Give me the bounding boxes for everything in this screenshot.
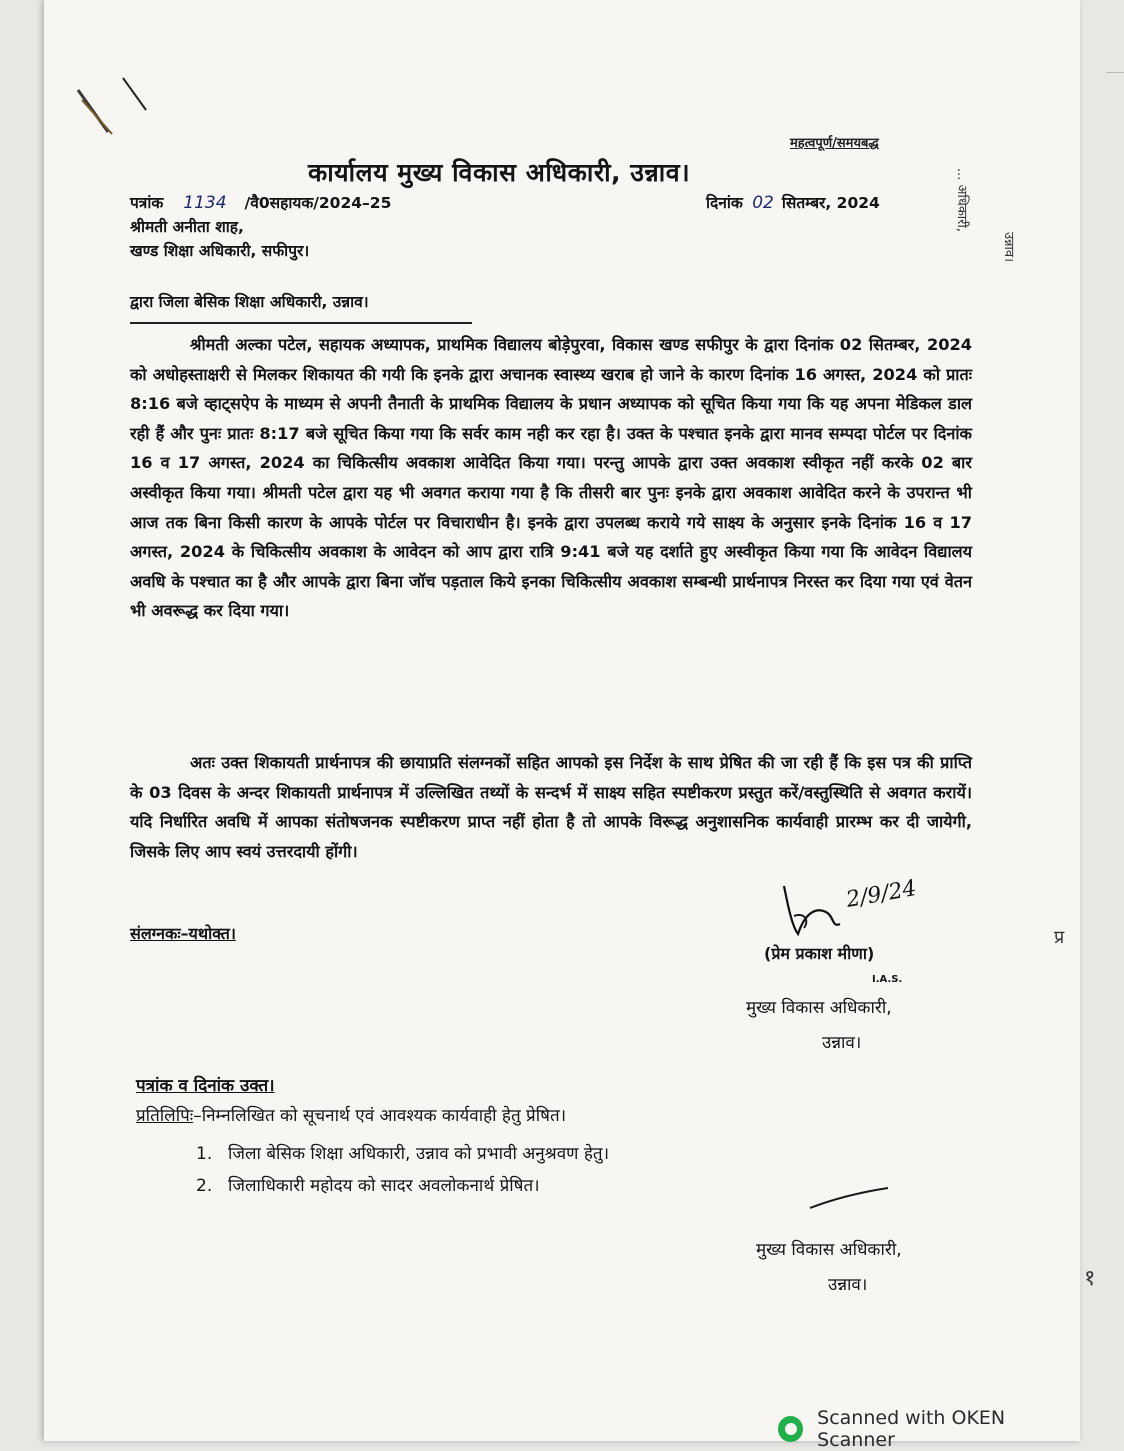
via-line: द्वारा जिला बेसिक शिक्षा अधिकारी, उन्नाव।: [130, 293, 369, 311]
priority-stamp: महत्वपूर्ण/समयबद्ध: [790, 136, 879, 151]
date-day: 02: [752, 193, 774, 213]
copy-signatory-place: उन्नाव।: [828, 1275, 868, 1295]
signatory-service: I.A.S.: [872, 974, 903, 985]
pen-mark-icon: [68, 70, 158, 140]
body-paragraph-2: अतः उक्त शिकायती प्रार्थनापत्र की छायाप्रति संलग्नकों सहित आपको इस निर्देश के साथ प्रेषित की जा रही हैं कि इस पत्र की प्राप्ति के 03 दिवस के अन्दर शिकायती प्रार्थनापत्र में उल्लिखित तथ्यों के सन्दर्भ में साक्ष्य सहित स्पष्टीकरण प्रस्तुत करें/वस्तुस्थिति से अवगत करायें। यदि निर्धारित अवधि में आपका संतोषजनक स्पष्टीकरण प्राप्त नहीं होता है तो आपके विरूद्ध अनुशासनिक कार्यवाही प्रारम्भ कर दी जायेगी, जिसके लिए आप स्वयं उत्तरदायी होंगी।: [130, 753, 972, 861]
copy-signatory-designation: मुख्य विकास अधिकारी,: [756, 1240, 902, 1260]
handwritten-signature: [774, 876, 944, 946]
body-paragraph-1: श्रीमती अल्का पटेल, सहायक अध्यापक, प्राथमिक विद्यालय बोड़ेपुरवा, विकास खण्ड सफीपुर के द्वारा दिनांक 02 सितम्बर, 2024 को अधोहस्ताक्षरी से मिलकर शिकायत की गयी कि इनके द्वारा अचानक स्वास्थ्य खराब हो जाने के कारण दिनांक 16 अगस्त, 2024 को प्रातः 8:16 बजे व्हाट्सऐप के माध्यम से अपनी तैनाती के प्राथमिक विद्यालय के प्रधान अध्यापक को सूचित किया गया कि यह अपना मेडिकल डाल रही हैं और पुनः प्रातः 8:17 बजे सूचित किया गया कि सर्वर काम नही कर रहा है। उक्त के पश्चात इनके द्वारा मानव सम्पदा पोर्टल पर दिनांक 16 व 17 अगस्त, 2024 का चिकित्सीय अवकाश आवेदित किया गया। परन्तु आपके द्वारा उक्त अवकाश स्वीकृत नहीं करके 02 बार अस्वीकृत किया गया। श्रीमती पटेल द्वारा यह भी अवगत कराया गया है कि तीसरी बार पुनः इनके द्वारा अवकाश आवेदित करने के उपरान्त भी आज तक बिना किसी कारण के आपके पोर्टल पर विचाराधीन है। इनके द्वारा उपलब्ध कराये गये साक्ष्य के अनुसार इनके दिनांक 16 व 17 अगस्त, 2024 के चिकित्सीय अवकाश के आवेदन को आप द्वारा रात्रि 9:41 बजे यह दर्शाते हुए अस्वीकृत किया गया कि आवेदन विद्यालय अवधि के पश्चात का है और आपके द्वारा बिना जॉच पड़ताल किये इनका चिकित्सीय अवकाश सम्बन्धी प्रार्थनापत्र निरस्त कर दिया गया एवं वेतन भी अवरूद्ध कर दिया गया।: [130, 335, 972, 621]
copy-heading-text: –निम्नलिखित को सूचनार्थ एवं आवश्यक कार्यवाही हेतु प्रेषित।: [193, 1106, 567, 1126]
copy-item-number: 2.: [196, 1176, 213, 1196]
margin-note: उन्नाव।: [1001, 232, 1016, 263]
enclosure-line: संलग्नकः–यथोक्त।: [130, 924, 236, 943]
signature-date: 2/9/24: [844, 876, 919, 913]
signatory-place: उन्नाव।: [822, 1033, 862, 1053]
copy-item-number: 1.: [196, 1144, 213, 1164]
copy-reference: पत्रांक व दिनांक उक्त।: [136, 1076, 275, 1096]
oken-scanner-logo-icon: [778, 1416, 803, 1442]
via-underline: [130, 322, 472, 324]
document-sheet: [44, 0, 1096, 1451]
addressee-name: श्रीमती अनीता शाह,: [130, 218, 244, 236]
ref-label: पत्रांक: [130, 194, 164, 212]
side-mark: प्र: [1054, 927, 1065, 948]
ref-number: 1134: [183, 193, 227, 213]
date-line: [706, 191, 880, 213]
date-rest: सितम्बर, 2024: [781, 194, 880, 212]
copy-heading: [136, 1103, 566, 1126]
signatory-designation: मुख्य विकास अधिकारी,: [746, 998, 892, 1018]
copy-item: [196, 1173, 540, 1196]
side-mark: १: [1084, 1266, 1096, 1291]
initial-stroke-icon: [806, 1184, 892, 1214]
ref-suffix: /वै0सहायक/2024–25: [244, 194, 392, 212]
scanner-watermark: [778, 1407, 1080, 1451]
scanner-text: Scanned with OKEN Scanner: [817, 1407, 1006, 1451]
copy-heading-label: प्रतिलिपिः: [136, 1106, 194, 1126]
copy-item: [196, 1141, 609, 1164]
copy-item-text: जिलाधिकारी महोदय को सादर अवलोकनार्थ प्रेषित।: [228, 1176, 540, 1196]
margin-note: ... अधिकारी,: [954, 168, 969, 232]
signatory-name: (प्रेम प्रकाश मीणा): [764, 944, 875, 963]
addressee-designation: खण्ड शिक्षा अधिकारी, सफीपुर।: [130, 242, 310, 260]
date-label: दिनांक: [706, 194, 743, 212]
reference-line: [130, 191, 391, 213]
copy-item-text: जिला बेसिक शिक्षा अधिकारी, उन्नाव को प्रभावी अनुश्रवण हेतु।: [228, 1144, 610, 1164]
page-edge-mark: [1106, 72, 1124, 85]
office-title: कार्यालय मुख्य विकास अधिकारी, उन्नाव।: [308, 158, 691, 187]
